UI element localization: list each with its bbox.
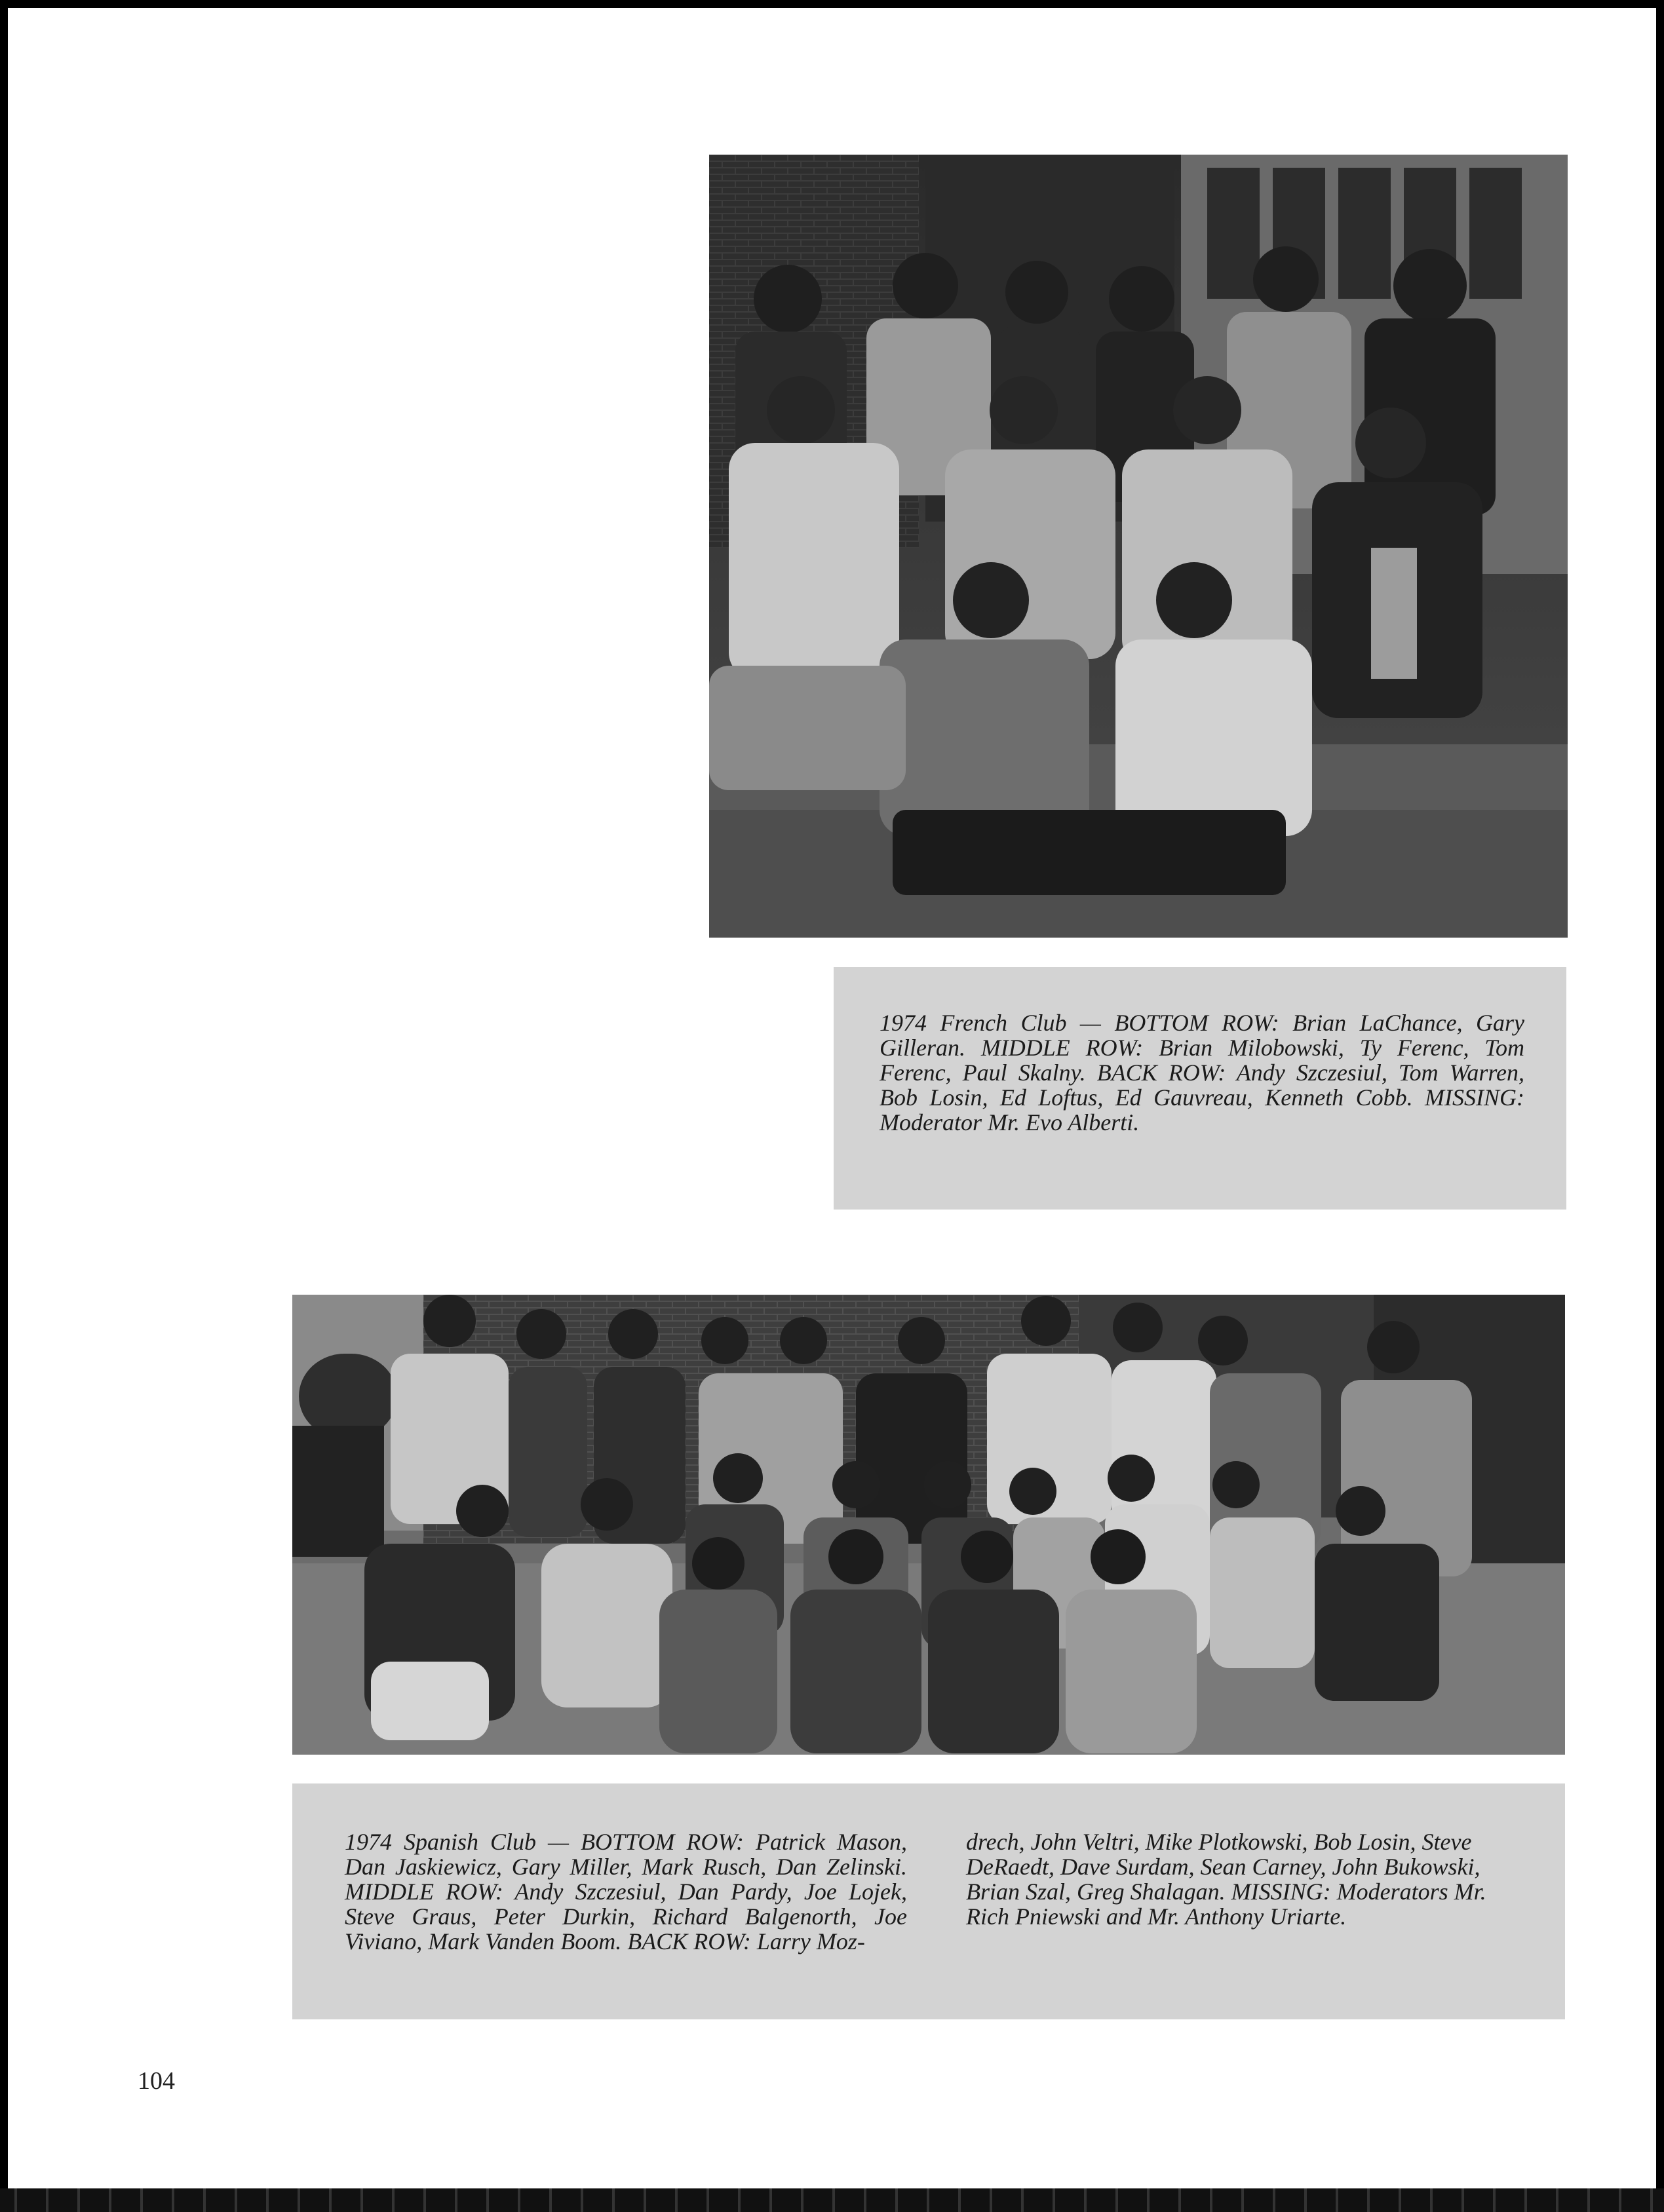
spanish-club-photo bbox=[292, 1295, 1565, 1755]
photo-icon bbox=[709, 155, 1568, 938]
page-number: 104 bbox=[138, 2067, 175, 2095]
spanish-club-caption-left: 1974 Spanish Club — BOTTOM ROW: Patrick Mason, Dan Jaskiewicz, Gary Miller, Mark Rusch, Dan Zelinski. MIDDLE ROW: Andy Szczesiul, Dan Pardy, Joe Lojek, Steve Graus, Peter Durkin, Richard Balgenorth, Joe Viviano, Mark Vanden Boom. BACK ROW: Larry Moz- bbox=[345, 1829, 907, 1955]
spanish-club-caption-right: drech, John Veltri, Mike Plotkowski, Bob Losin, Steve DeRaedt, Dave Surdam, Sean Carney, John Bukowski, Brian Szal, Greg Shalagan. MISSING: Moderators Mr. Rich Pniewski and Mr. Anthony Uriarte. bbox=[966, 1829, 1486, 1930]
spanish-club-caption-box bbox=[292, 1783, 1565, 2019]
scan-edge-border bbox=[0, 2188, 1664, 2212]
french-club-caption: 1974 French Club — BOTTOM ROW: Brian LaChance, Gary Gilleran. MIDDLE ROW: Brian Milobowski, Ty Ferenc, Tom Ferenc, Paul Skalny. BACK ROW: Andy Szczesiul, Tom Warren, Bob Losin, Ed Loftus, Ed Gauvreau, Kenneth Cobb. MISSING: Moderator Mr. Evo Alberti. bbox=[880, 1010, 1524, 1135]
french-club-caption-box bbox=[834, 967, 1566, 1210]
french-club-photo bbox=[709, 155, 1568, 938]
photo-icon bbox=[292, 1295, 1565, 1755]
